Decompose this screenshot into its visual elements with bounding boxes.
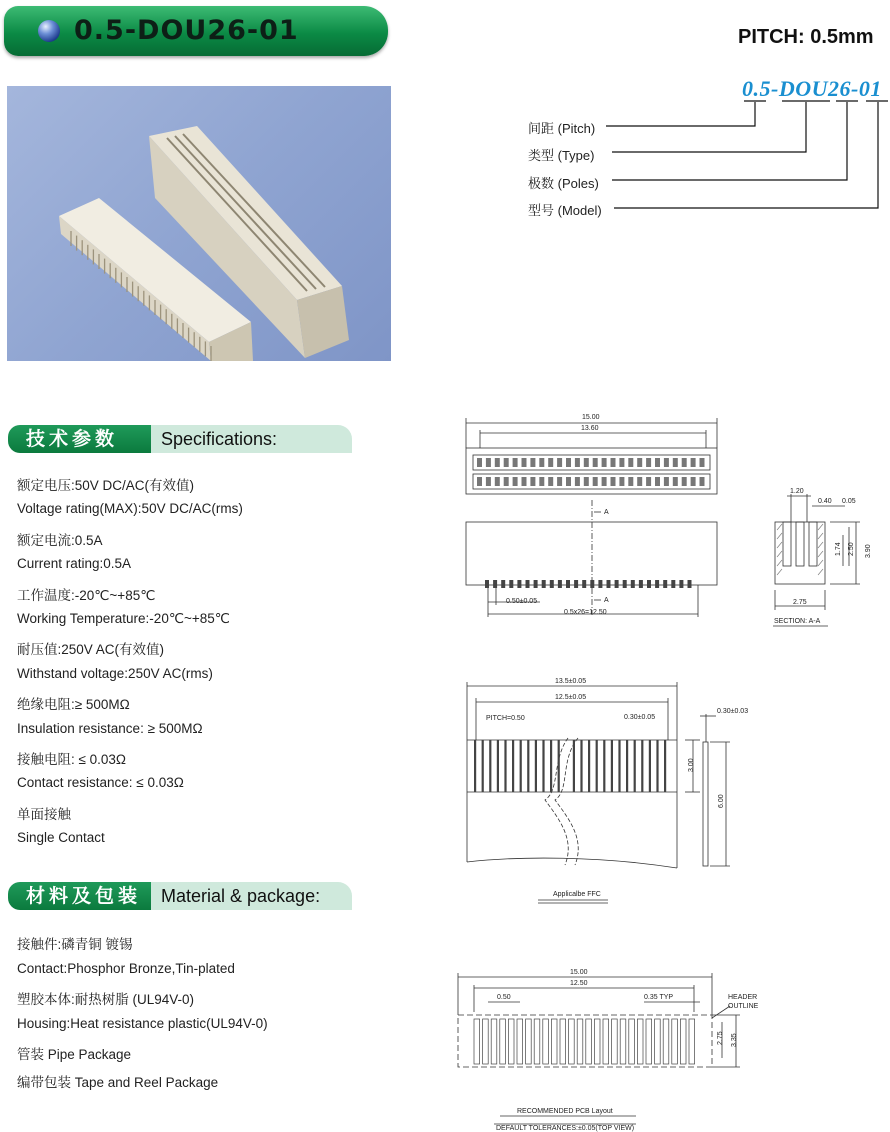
specifications-title-en: Specifications: — [151, 425, 352, 453]
slot-mark — [566, 458, 571, 467]
pcb-pad — [543, 1019, 549, 1064]
pcb-pad — [637, 1019, 643, 1064]
ffc-lead — [520, 740, 522, 792]
slot-mark — [513, 477, 518, 486]
ffc-lead — [482, 740, 484, 792]
specifications-line: 单面接触 — [17, 806, 71, 822]
slot-mark — [522, 458, 527, 467]
ffc-lead — [504, 740, 506, 792]
pin-mark — [493, 580, 497, 588]
sec-dim-h2: 2.50 — [848, 542, 855, 556]
model-code: 0.5-DOU26-01 — [742, 76, 882, 101]
slot-mark — [584, 458, 589, 467]
pcb-pad-width: 0.35 TYP — [644, 994, 674, 1001]
slot-mark — [646, 458, 651, 467]
pin-mark — [566, 580, 570, 588]
pcb-caption: RECOMMENDED PCB Layout — [517, 1108, 613, 1115]
pin-mark — [574, 580, 578, 588]
hatch-mark — [777, 551, 782, 557]
specifications-line: 额定电流:0.5A — [17, 532, 103, 548]
pin-mark — [582, 580, 586, 588]
material-line: 编带包装 Tape and Reel Package — [17, 1074, 219, 1090]
ffc-lead — [535, 740, 537, 792]
product-title: 0.5-DOU26-01 — [74, 15, 299, 46]
ffc-thickness: 0.30±0.03 — [717, 708, 749, 715]
pin-mark — [607, 580, 611, 588]
pin-mark — [590, 580, 594, 588]
slot-mark — [611, 477, 616, 486]
pin-mark — [501, 580, 505, 588]
pcb-pad — [689, 1019, 695, 1064]
ffc-lead — [489, 740, 491, 792]
pcb-pad — [500, 1019, 506, 1064]
material-line: 管装 Pipe Package — [17, 1047, 132, 1062]
pin-mark — [542, 580, 546, 588]
pin-mark — [639, 580, 643, 588]
hatch-mark — [777, 542, 782, 548]
specifications-line: Withstand voltage:250V AC(rms) — [17, 665, 213, 681]
hatch-mark — [818, 533, 823, 539]
pcb-pad — [646, 1019, 652, 1064]
dim-overall-top: 15.00 — [582, 414, 600, 421]
pcb-pad — [491, 1019, 497, 1064]
specifications-line: Working Temperature:-20℃~+85℃ — [17, 611, 230, 626]
pcb-pad — [663, 1019, 669, 1064]
slot-mark — [637, 458, 642, 467]
pcb-dim-h1: 2.75 — [717, 1031, 724, 1045]
ffc-dim-overall: 13.5±0.05 — [555, 678, 587, 685]
ffc-lead — [649, 740, 651, 792]
pin-mark — [655, 580, 659, 588]
title-banner — [4, 6, 388, 56]
pin-mark — [647, 580, 651, 588]
slot-mark — [628, 458, 633, 467]
code-label-poles: 极数 (Poles) — [528, 176, 599, 191]
pcb-pad — [672, 1019, 678, 1064]
ffc-lead — [542, 740, 544, 792]
code-label-pitch: 间距 (Pitch) — [528, 121, 596, 136]
pcb-dim-overall: 15.00 — [570, 969, 588, 976]
slot-mark — [575, 477, 580, 486]
specifications-title-cn: 技术参数 — [8, 425, 151, 453]
sec-dim-h1: 1.74 — [835, 542, 842, 556]
hatch-mark — [818, 569, 823, 575]
slot-mark — [495, 477, 500, 486]
ffc-lead — [474, 740, 476, 792]
pcb-pad — [629, 1019, 635, 1064]
pcb-pad — [508, 1019, 514, 1064]
specifications-line: 耐压值:250V AC(有效值) — [17, 642, 165, 658]
ffc-lead — [626, 740, 628, 792]
dim-inner-top: 13.60 — [581, 425, 599, 432]
pin-mark — [517, 580, 521, 588]
slot-mark — [655, 458, 660, 467]
slot-mark — [530, 477, 535, 486]
pcb-pad — [577, 1019, 583, 1064]
pcb-dim-h2: 3.35 — [731, 1033, 738, 1047]
ffc-lead — [618, 740, 620, 792]
slot-mark — [602, 477, 607, 486]
slot-mark — [682, 477, 687, 486]
pin-mark — [615, 580, 619, 588]
ffc-lead — [634, 740, 636, 792]
pin-mark — [550, 580, 554, 588]
pcb-pad — [551, 1019, 557, 1064]
pcb-dim-pitch: 0.50 — [497, 994, 511, 1001]
ffc-lead — [641, 740, 643, 792]
slot-mark — [619, 477, 624, 486]
pin-mark — [631, 580, 635, 588]
ffc-caption: Applicalbe FFC — [553, 891, 601, 898]
ffc-lead — [611, 740, 613, 792]
pcb-pad — [603, 1019, 609, 1064]
slot-mark — [664, 458, 669, 467]
ffc-lead — [603, 740, 605, 792]
hatch-mark — [818, 551, 823, 557]
pcb-pad — [655, 1019, 661, 1064]
specifications-line: 绝缘电阻:≥ 500MΩ — [17, 697, 130, 713]
pin-mark — [623, 580, 627, 588]
slot-mark — [566, 477, 571, 486]
material-title-en: Material & package: — [151, 882, 352, 910]
ffc-lead — [588, 740, 590, 792]
ffc-lead — [664, 740, 666, 792]
slot-mark — [513, 458, 518, 467]
pin-mark — [663, 580, 667, 588]
pin-mark — [485, 580, 489, 588]
pcb-tolerance: DEFAULT TOLERANCES:±0.05(TOP VIEW) — [496, 1125, 635, 1132]
slot-mark — [477, 458, 482, 467]
slot-mark — [637, 477, 642, 486]
slot-mark — [504, 477, 509, 486]
sec-dim-base: 2.75 — [793, 599, 807, 606]
pin-mark — [534, 580, 538, 588]
slot-mark — [664, 477, 669, 486]
pcb-pad — [474, 1019, 480, 1064]
pcb-dim-inner: 12.50 — [570, 980, 588, 987]
specifications-line: Single Contact — [17, 830, 105, 846]
pin-mark — [688, 580, 692, 588]
pin-mark — [526, 580, 530, 588]
ffc-lead — [558, 740, 560, 792]
pitch-label: PITCH: 0.5mm — [738, 26, 874, 48]
slot-mark — [486, 458, 491, 467]
ffc-lead — [573, 740, 575, 792]
slot-mark — [495, 458, 500, 467]
pcb-pad — [586, 1019, 592, 1064]
sec-dim-h3: 3.90 — [865, 544, 872, 558]
hatch-mark — [777, 524, 782, 530]
slot-mark — [593, 477, 598, 486]
material-header — [8, 882, 352, 910]
material-line: Contact:Phosphor Bronze,Tin-plated — [17, 960, 235, 976]
slot-mark — [691, 458, 696, 467]
pcb-pad — [620, 1019, 626, 1064]
hatch-mark — [777, 533, 782, 539]
sec-dim-w3: 0.05 — [842, 498, 856, 505]
slot-mark — [539, 458, 544, 467]
section-mark-bottom: A — [604, 597, 609, 604]
ffc-lead — [580, 740, 582, 792]
slot-mark — [646, 477, 651, 486]
slot-mark — [673, 458, 678, 467]
ffc-lead — [596, 740, 598, 792]
ffc-dim-h1: 3.00 — [688, 758, 695, 772]
pcb-outline-label-2: OUTLINE — [728, 1003, 759, 1010]
slot-mark — [548, 458, 553, 467]
material-title-cn: 材料及包装 — [8, 882, 151, 910]
slot-mark — [522, 477, 527, 486]
connector-illustration — [7, 86, 391, 361]
pin-mark — [671, 580, 675, 588]
slot-mark — [619, 458, 624, 467]
slot-mark — [486, 477, 491, 486]
code-label-model: 型号 (Model) — [528, 203, 602, 218]
slot-mark — [557, 477, 562, 486]
dim-pitch: 0.50±0.05 — [506, 598, 538, 605]
specifications-header — [8, 425, 352, 453]
ffc-dim-inner: 12.5±0.05 — [555, 694, 587, 701]
specifications-line: 接触电阻: ≤ 0.03Ω — [17, 752, 127, 767]
section-mark-top: A — [604, 509, 609, 516]
pin-mark — [509, 580, 513, 588]
product-photo — [7, 86, 391, 361]
slot-mark — [611, 458, 616, 467]
specifications-line: 工作温度:-20℃~+85℃ — [17, 587, 156, 603]
section-label: SECTION: A-A — [774, 618, 821, 625]
slot-mark — [700, 477, 705, 486]
specifications-line: Insulation resistance: ≥ 500MΩ — [17, 720, 203, 736]
ffc-lead — [550, 740, 552, 792]
slot-mark — [575, 458, 580, 467]
specifications-line: 额定电压:50V DC/AC(有效值) — [17, 478, 195, 493]
slot-mark — [691, 477, 696, 486]
code-label-type: 类型 (Type) — [528, 148, 595, 163]
slot-mark — [548, 477, 553, 486]
pin-mark — [558, 580, 562, 588]
slot-mark — [530, 458, 535, 467]
slot-mark — [557, 458, 562, 467]
material-line: 接触件:磷青铜 镀锡 — [17, 937, 133, 952]
pcb-pad — [483, 1019, 489, 1064]
ffc-lead — [527, 740, 529, 792]
slot-mark — [602, 458, 607, 467]
slot-mark — [477, 477, 482, 486]
hatch-mark — [777, 560, 782, 566]
slot-mark — [655, 477, 660, 486]
slot-mark — [593, 458, 598, 467]
ffc-dim-h2: 6.00 — [718, 794, 725, 808]
sec-dim-w2: 0.40 — [818, 498, 832, 505]
slot-mark — [504, 458, 509, 467]
ffc-pitch-label: PITCH=0.50 — [486, 715, 525, 722]
specifications-line: Voltage rating(MAX):50V DC/AC(rms) — [17, 501, 243, 517]
dim-span: 0.5x26=12.50 — [564, 609, 607, 616]
pin-mark — [598, 580, 602, 588]
bullet-ball-icon — [38, 20, 60, 42]
pcb-pad — [569, 1019, 575, 1064]
sec-dim-w1: 1.20 — [790, 488, 804, 495]
material-line: Housing:Heat resistance plastic(UL94V-0) — [17, 1015, 268, 1031]
pcb-outline-label-1: HEADER — [728, 994, 758, 1001]
slot-mark — [584, 477, 589, 486]
hatch-mark — [818, 560, 823, 566]
specifications-line: Contact resistance: ≤ 0.03Ω — [17, 775, 184, 791]
pin-mark — [679, 580, 683, 588]
slot-mark — [700, 458, 705, 467]
pcb-pad — [534, 1019, 540, 1064]
slot-mark — [682, 458, 687, 467]
pcb-pad — [594, 1019, 600, 1064]
ffc-lead — [512, 740, 514, 792]
ffc-lead-width: 0.30±0.05 — [624, 714, 656, 721]
specifications-line: Current rating:0.5A — [17, 556, 132, 572]
hatch-mark — [818, 542, 823, 548]
hatch-mark — [777, 569, 782, 575]
ffc-lead — [656, 740, 658, 792]
pcb-pad — [560, 1019, 566, 1064]
pcb-pad — [612, 1019, 618, 1064]
ffc-lead — [497, 740, 499, 792]
material-line: 塑胶本体:耐热树脂 (UL94V-0) — [17, 992, 195, 1007]
hatch-mark — [818, 524, 823, 530]
pcb-pad — [680, 1019, 686, 1064]
pcb-pad — [517, 1019, 523, 1064]
pcb-pad — [526, 1019, 532, 1064]
slot-mark — [539, 477, 544, 486]
slot-mark — [673, 477, 678, 486]
slot-mark — [628, 477, 633, 486]
